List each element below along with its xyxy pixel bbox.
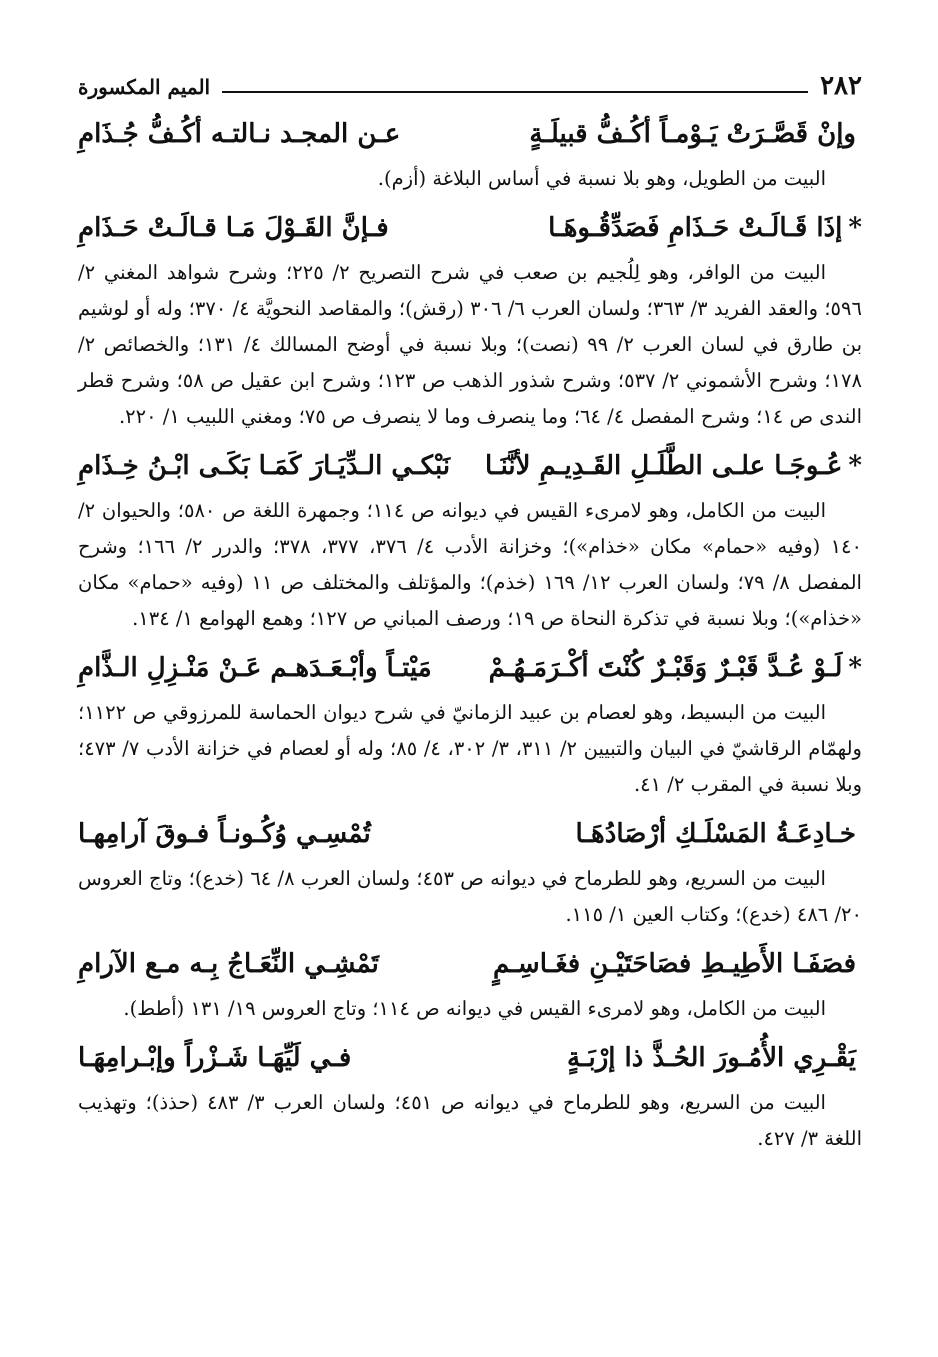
star-marker: * — [848, 653, 862, 683]
verse-line — [78, 439, 862, 493]
verse-entry — [78, 937, 862, 1027]
verse-entry — [78, 641, 862, 803]
verse-entry — [78, 201, 862, 435]
star-marker: * — [848, 451, 862, 481]
verse-line — [78, 1031, 862, 1085]
verse-line — [78, 107, 862, 161]
verse-entry — [78, 807, 862, 933]
verse-line — [78, 201, 862, 255]
verse-line — [78, 937, 862, 991]
verse-citation: البيت من الوافر، وهو لِلُجيم بن صعب في شرح التصريح ٢/ ٢٢٥؛ وشرح شواهد المغني ٢/ ٥٩٦؛ والعقد الفريد ٣/ ٣٦٣؛ ولسان العرب ٦/ ٣٠٦ (رقش)؛ والمقاصد النحويَّة ٤/ ٣٧٠؛ وله أو لوشيم بن طارق في لسان العرب ٢/ ٩٩ (نصت)؛ وبلا نسبة في أوضح المسالك ٤/ ١٣١؛ والخصائص ٢/ ١٧٨؛ وشرح الأشموني ٢/ ٥٣٧؛ وشرح شذور الذهب ص ١٢٣؛ وشرح ابن عقيل ص ٥٨؛ وشرح قطر الندى ص ١٤؛ وشرح المفصل ٤/ ٦٤؛ وما ينصرف وما لا ينصرف ص ٧٥؛ ومغني اللبيب ١/ ٢٢٠. — [78, 261, 862, 428]
verse-citation: البيت من الكامل، وهو لامرىء القيس في ديوانه ص ١١٤؛ وجمهرة اللغة ص ٥٨٠؛ والحيوان ٢/ ١٤٠ (وفيه «حمام» مكان «خذام»)؛ وخزانة الأدب ٤/ ٣٧٦، ٣٧٧، ٣٧٨؛ والدرر ٢/ ١٦٦؛ وشرح المفصل ٨/ ٧٩؛ ولسان العرب ١٢/ ١٦٩ (خذم)؛ والمؤتلف والمختلف ص ١١ (وفيه «حمام» مكان «خذام»)؛ وبلا نسبة في تذكرة النحاة ص ١٩؛ ورصف المباني ص ١٢٧؛ وهمع الهوامع ١/ ١٣٤. — [78, 499, 862, 630]
first-hemistich: وإنْ قَصَّـرَتْ يَـوْمـاً أكُـفُّ قبيلَـةٍ — [529, 119, 856, 149]
verse-citation: البيت من السريع، وهو للطرماح في ديوانه ص ٤٥١؛ ولسان العرب ٣/ ٤٨٣ (حذذ)؛ وتهذيب اللغة ٣/ ٤٢٧. — [78, 1091, 862, 1150]
first-hemistich: خـادِعَـةُ المَسْلَـكِ أرْصَادُهَـا — [575, 819, 856, 849]
first-hemistich: إذَا قَـالَـتْ حَـذَامِ فَصَدِّقُـوهَـا — [548, 213, 843, 243]
verse-line — [78, 641, 862, 695]
book-page — [78, 55, 862, 1157]
second-hemistich: عـن المجـد نـالتـه أكُـفُّ جُـذَامِ — [78, 119, 401, 149]
second-hemistich: نَبْكـي الـدِّيَـارَ كَمَـا بَكَـى ابْـنُ خِـذَامِ — [78, 451, 451, 481]
first-hemistich: عُـوجَـا علـى الطَّلَـلِ القَـدِيـمِ لأنَّنَـا — [485, 451, 843, 481]
first-hemistich: يَقْـرِي الأُمُـورَ الحُـذَّ ذا إرْبَـةٍ — [566, 1043, 856, 1073]
first-hemistich: فصَفَـا الأَطِيـطِ فصَاحَتَيْـنِ فغَـاسِـمٍ — [493, 949, 856, 979]
second-hemistich: تَمْشِـي النِّعَـاجُ بِـه مـع الآرامِ — [78, 949, 379, 979]
verse-entry — [78, 1031, 862, 1157]
verse-citation: البيت من السريع، وهو للطرماح في ديوانه ص ٤٥٣؛ ولسان العرب ٨/ ٦٤ (خدع)؛ وتاج العروس ٢٠/ ٤٨٦ (خدع)؛ وكتاب العين ١/ ١١٥. — [78, 867, 862, 926]
verse-entry — [78, 439, 862, 637]
second-hemistich: فـي لَيِّهَـا شَـزْراً وإبْـرامِهَـا — [78, 1043, 352, 1073]
second-hemistich: تُمْسِـي وُكُـونـاً فـوقَ آرامِهـا — [78, 819, 371, 849]
first-hemistich: لَـوْ عُـدَّ قَبْـرٌ وَقَبْـرٌ كُنْتَ أكْـرَمَـهُـمْ — [488, 653, 843, 683]
page-number: ٢٨٢ — [820, 71, 862, 101]
second-hemistich: مَيْتـاً وأبْـعَـدَهـم عَـنْ مَنْـزِلِ الـذَّامِ — [78, 653, 432, 683]
header-rule — [222, 91, 808, 93]
star-marker: * — [848, 213, 862, 243]
page-header — [78, 55, 862, 103]
verse-line — [78, 807, 862, 861]
verse-citation: البيت من البسيط، وهو لعصام بن عبيد الزمانيّ في شرح ديوان الحماسة للمرزوقي ص ١١٢٢؛ ولهمّام الرقاشيّ في البيان والتبيين ٢/ ٣١١، ٣/ ٣٠٢، ٤/ ٨٥؛ وله أو لعصام في خزانة الأدب ٧/ ٤٧٣؛ وبلا نسبة في المقرب ٢/ ٤١. — [78, 701, 862, 796]
verse-entry — [78, 107, 862, 197]
verse-citation: البيت من الكامل، وهو لامرىء القيس في ديوانه ص ١١٤؛ وتاج العروس ١٩/ ١٣١ (أطط). — [123, 997, 826, 1020]
second-hemistich: فـإنَّ القَـوْلَ مَـا قـالَـتْ حَـذَامِ — [78, 213, 389, 243]
chapter-title: الميم المكسورة — [78, 75, 211, 99]
verse-citation: البيت من الطويل، وهو بلا نسبة في أساس البلاغة (أزم). — [377, 167, 826, 190]
